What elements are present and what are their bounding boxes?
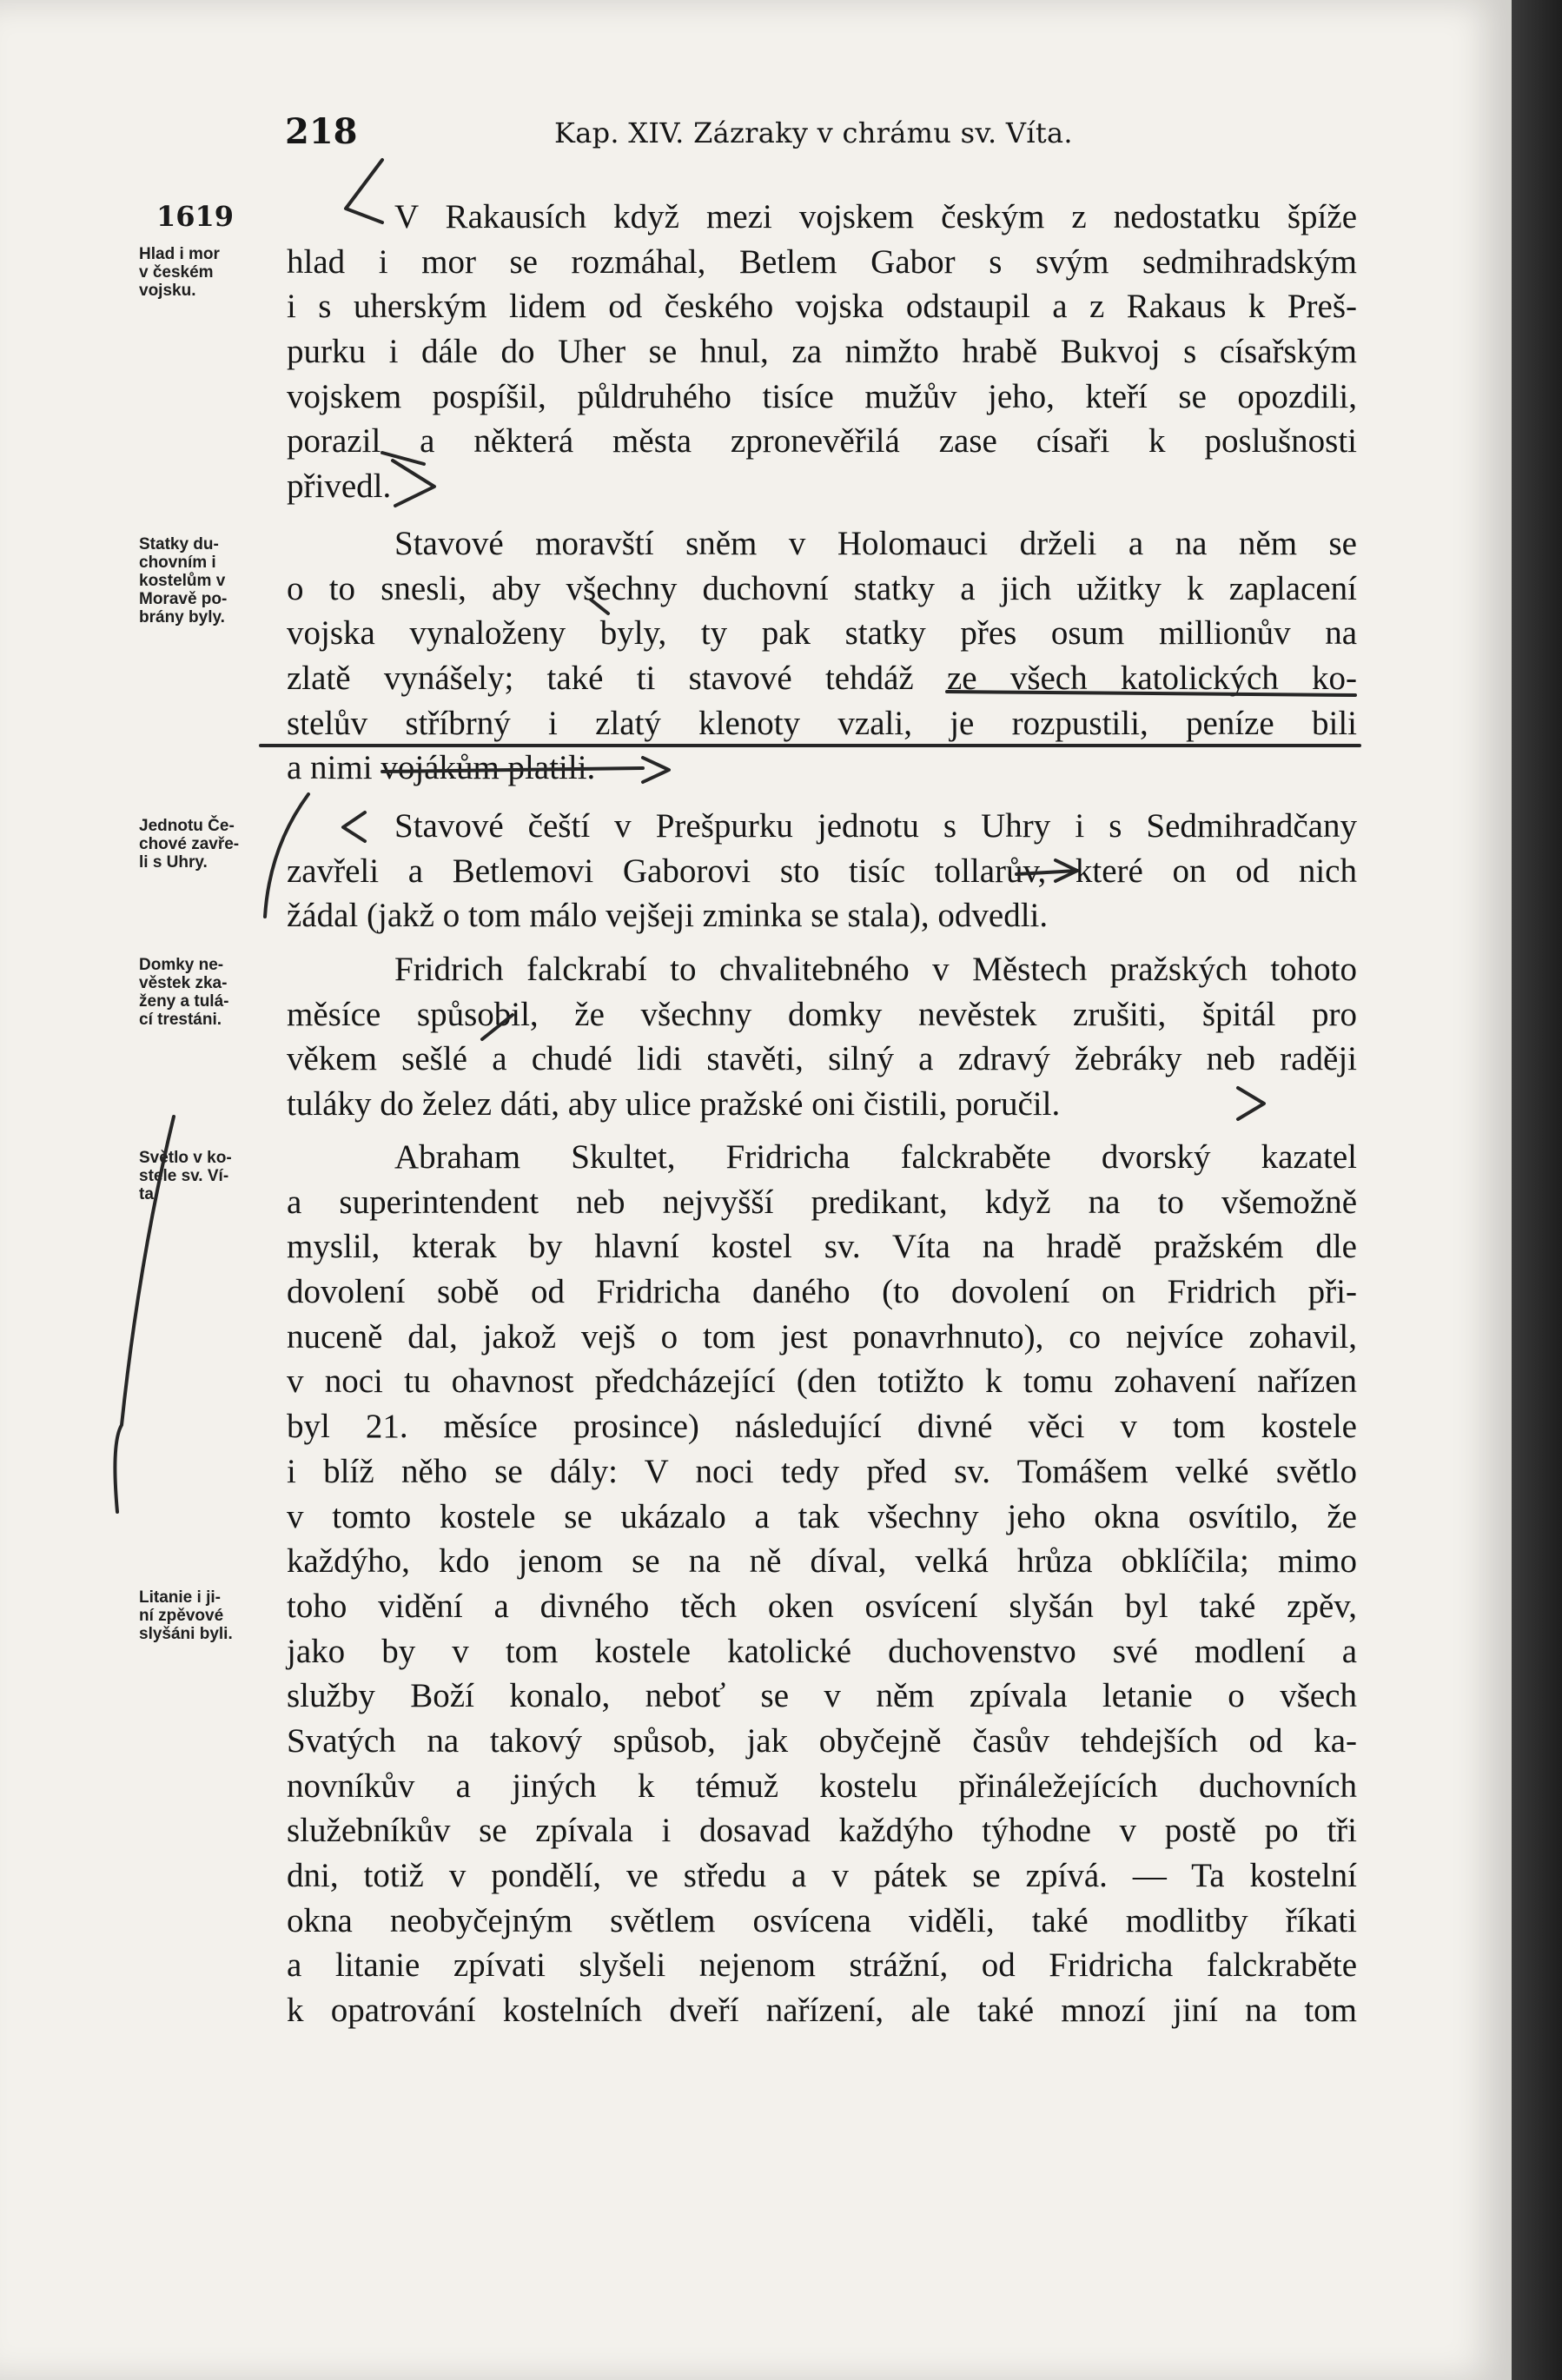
text-line: vojska vynaloženy byly, ty pak statky přes osum millionův na (287, 614, 1357, 653)
note-line: Světlo v ko- (139, 1149, 232, 1167)
note-line: Hlad i mor (139, 245, 220, 263)
text-line: vojskem pospíšil, půldruhého tisíce mužův jeho, kteří se opozdili, (287, 377, 1357, 415)
text-line: i s uherským lidem od českého vojska odstaupil a z Rakaus k Preš- (287, 288, 1357, 326)
note-line: stele sv. Ví- (139, 1167, 229, 1185)
margin-note-union-hungary (139, 817, 278, 872)
text-line: dni, totiž v pondělí, ve středu a v pátek se zpívá. — Ta kostelní (287, 1857, 1357, 1894)
note-line: Jednotu Če- (139, 817, 235, 835)
note-line: kostelům v (139, 572, 226, 590)
text-line: Stavové moravští sněm v Holomauci drželi a na něm se (394, 525, 1357, 562)
text-line: k opatrování kostelních dveří nařízení, ale také mnozí jiní na tom (287, 1992, 1357, 2030)
note-line: brány byly. (139, 608, 225, 626)
margin-note-litanies (139, 1588, 278, 1643)
text-line: V Rakausích když mezi vojskem českým z nedostatku špíže (394, 198, 1357, 235)
page-number: 218 (285, 111, 358, 152)
note-line: věstek zka- (139, 974, 228, 992)
text-line: hlad i mor se rozmáhal, Betlem Gabor s svým sedmihradským (287, 242, 1357, 281)
note-line: cí trestáni. (139, 1011, 222, 1029)
paragraph-hunger (287, 195, 1357, 509)
note-line: ní zpěvové (139, 1607, 224, 1625)
text-line: zavřeli a Betlemovi Gaborovi sto tisíc tollarův, které on od nich (287, 852, 1357, 890)
paragraph-moravian-estates (287, 521, 1357, 791)
text-line: přivedl. (287, 467, 392, 506)
text-line: dovolení sobě od Fridricha daného (to dovolení on Fridrich při- (287, 1273, 1357, 1311)
text-line: v tomto kostele se ukázalo a tak všechny jeho okna osvítilo, že (287, 1497, 1357, 1535)
paragraph-skultet (287, 1135, 1357, 2033)
text-line: v noci tu ohavnost předcházející (den totižto k tomu zohavení nařízen (287, 1362, 1357, 1401)
text-line: Fridrich falckrabí to chvalitebného v Městech pražských tohoto (394, 951, 1357, 988)
note-line: ta. (139, 1185, 159, 1203)
text-line: myslil, kterak by hlavní kostel sv. Víta na hradě pražském dle (287, 1228, 1357, 1266)
text-line: každýho, kdo jenom se na ně díval, velká hrůza obklíčila; mimo (287, 1542, 1357, 1581)
margin-note-light-in-church (139, 1149, 278, 1203)
text-line: okna neobyčejným světlem osvícena viděli, také modlitby říkati (287, 1901, 1357, 1939)
note-line: Moravě po- (139, 590, 228, 608)
text-line: jako by v tom kostele katolické duchovenstvo své modlení a (287, 1632, 1357, 1670)
text-line: o to snesli, aby všechny duchovní statky a jich užitky k zaplacení (287, 569, 1357, 607)
text-line: byl 21. měsíce prosince) následující divné věci v tom kostele (287, 1408, 1357, 1446)
margin-note-church-property (139, 535, 278, 626)
note-line: li s Uhry. (139, 853, 208, 872)
text-line: žádal (jakž o tom málo vejšeji zminka se stala), odvedli. (287, 897, 1049, 935)
note-line: vojsku. (139, 282, 196, 300)
text-line: i blíž něho se dály: V noci tedy před sv. Tomášem velké světlo (287, 1452, 1357, 1490)
text-line: věkem sešlé a chudé lidi stavěti, silný a zdravý žebráky neb raději (287, 1040, 1357, 1078)
margin-year: 1619 (156, 200, 235, 233)
note-line: Litanie i ji- (139, 1588, 221, 1607)
text-line: purku i dále do Uher se hnul, za nimžto hrabě Bukvoj s císařským (287, 333, 1357, 371)
text-line: nuceně dal, jakož vejš o tom jest ponavrhnuto), co nejvíce zohavil, (287, 1317, 1357, 1356)
text-line: Stavové čeští v Prešpurku jednotu s Uhry i s Sedmihradčany (394, 807, 1357, 845)
margin-note-brothels (139, 956, 278, 1029)
text-line: měsíce spůsobil, že všechny domky nevěstek zrušiti, špitál pro (287, 995, 1357, 1033)
text-line: porazil a některá města zpronevěřilá zase císaři k poslušnosti (287, 422, 1357, 461)
paragraph-frederick (287, 947, 1357, 1127)
text-line: služby Boží konalo, neboť se v něm zpívala letanie o všech (287, 1677, 1357, 1715)
note-line: Domky ne- (139, 956, 224, 974)
note-line: chovním i (139, 554, 216, 572)
page-header (285, 111, 1354, 155)
text-line: a nimi vojákům platili. (287, 749, 596, 787)
running-title: Kap. XIV. Zázraky v chrámu sv. Víta. (554, 116, 1073, 149)
text-line: toho vidění a divného těch oken osvícení slyšán byl také zpěv, (287, 1587, 1357, 1625)
text-line: služebníkův se zpívala i dosavad každýho týhodne v postě po tři (287, 1812, 1357, 1850)
note-line: Statky du- (139, 535, 219, 554)
text-line: Svatých na takový spůsob, jak obyčejně časův tehdejších od ka- (287, 1721, 1357, 1760)
text-line: stelův stříbrný i zlatý klenoty vzali, je rozpustili, peníze bili (287, 704, 1357, 742)
text-line: a litanie zpívati slyšeli nejenom strážní, od Fridricha falckraběte (287, 1946, 1357, 1985)
note-line: chové zavře- (139, 835, 240, 853)
text-line: Abraham Skultet, Fridricha falckraběte dvorský kazatel (394, 1138, 1357, 1176)
note-line: slyšáni byli. (139, 1625, 233, 1643)
text-line: novníkův a jiných k témuž kostelu přináležejících duchovních (287, 1767, 1357, 1805)
note-line: ženy a tulá- (139, 992, 229, 1011)
paragraph-bohemian-estates (287, 804, 1357, 938)
margin-note-hunger (139, 245, 278, 300)
note-line: v českém (139, 263, 214, 282)
text-line: zlatě vynášely; také ti stavové tehdáž ze všech katolických ko- (287, 660, 1357, 698)
text-line: tuláky do želez dáti, aby ulice pražské oni čistili, poručil. (287, 1085, 1061, 1124)
text-line: a superintendent neb nejvyšší predikant, když na to všemožně (287, 1183, 1357, 1221)
page-edge-shadow (1512, 0, 1562, 2380)
